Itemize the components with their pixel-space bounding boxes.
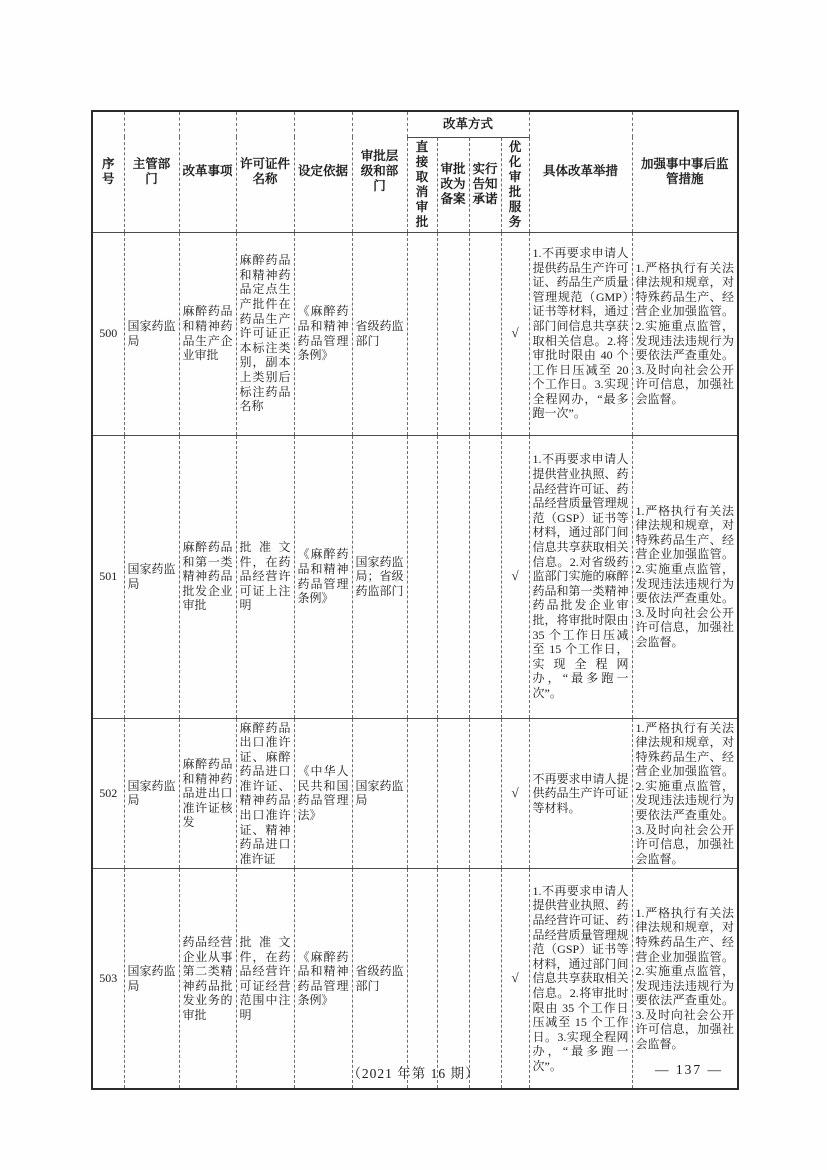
license-name-cell: 麻醉药品和精神药品定点生产批件在药品生产许可证正本标注类别，副本上类别后标注药品名称 — [236, 232, 294, 435]
header-mode-filing: 审批改为备案 — [437, 137, 469, 232]
approval-level-cell: 省级药监部门 — [352, 232, 407, 435]
mode-cancel-cell — [407, 232, 437, 435]
reform-item-cell: 麻醉药品和精神药品生产企业审批 — [179, 232, 236, 435]
legal-basis-cell: 《中华人民共和国药品管理法》 — [294, 718, 352, 869]
approval-level-cell: 国家药监局；省级药监部门 — [352, 435, 407, 718]
mode-cancel-cell — [407, 718, 437, 869]
department-cell: 国家药监局 — [124, 718, 179, 869]
approval-level-cell: 省级药监部门 — [352, 869, 407, 1089]
mode-notice-cell — [469, 435, 501, 718]
header-reform-item: 改革事项 — [179, 111, 236, 232]
legal-basis-cell: 《麻醉药品和精神药品管理条例》 — [294, 435, 352, 718]
supervision-cell: 1.严格执行有关法律法规和规章，对特殊药品生产、经营企业加强监管。2.实施重点监管，发现违法违规行为要依法严查重处。3.及时向社会公开许可信息，加强社会监督。 — [632, 232, 738, 435]
license-name-cell: 批准文件，在药品经营许可证经营范围中注明 — [236, 869, 294, 1089]
department-cell: 国家药监局 — [124, 869, 179, 1089]
header-legal-basis: 设定依据 — [294, 111, 352, 232]
header-seq: 序号 — [92, 111, 124, 232]
seq-cell: 500 — [92, 232, 124, 435]
header-mode-cancel: 直接取消审批 — [407, 137, 437, 232]
department-cell: 国家药监局 — [124, 435, 179, 718]
mode-cancel-cell — [407, 869, 437, 1089]
measures-cell: 1.不再要求申请人提供营业执照、药品经营许可证、药品经营质量管理规范（GSP）证书等材料，通过部门间信息共享获取相关信息。2.对省级药监部门实施的麻醉药品和第一类精神药品批发企业审批，将审批时限由 35 个工作日压减至 15 个工作日，实现全程网办，“最多跑一次”。 — [529, 435, 632, 718]
department-cell: 国家药监局 — [124, 232, 179, 435]
mode-optimize-checkmark-cell: √ — [501, 435, 529, 718]
license-name-cell: 批准文件，在药品经营许可证上注明 — [236, 435, 294, 718]
mode-cancel-cell — [407, 435, 437, 718]
measures-cell: 不再要求申请人提供药品生产许可证等材料。 — [529, 718, 632, 869]
mode-notice-cell — [469, 232, 501, 435]
mode-filing-cell — [437, 718, 469, 869]
mode-filing-cell — [437, 232, 469, 435]
legal-basis-cell: 《麻醉药品和精神药品管理条例》 — [294, 869, 352, 1089]
legal-basis-cell: 《麻醉药品和精神药品管理条例》 — [294, 232, 352, 435]
footer-page-number: — 137 — — [655, 1062, 723, 1077]
reform-items-table — [91, 110, 739, 1090]
header-reform-mode-group: 改革方式 — [407, 111, 529, 137]
header-supervision: 加强事中事后监管措施 — [632, 111, 738, 232]
measures-cell: 1.不再要求申请人提供药品生产许可证、药品生产质量管理规范（GMP）证书等材料，通过部门间信息共享获取相关信息。2.将审批时限由 40 个工作日压减至 20 个工作日。3.实现全程网办，“最多跑一次”。 — [529, 232, 632, 435]
header-measures: 具体改革举措 — [529, 111, 632, 232]
header-row-top — [92, 111, 738, 137]
mode-notice-cell — [469, 869, 501, 1089]
header-license-name: 许可证件名称 — [236, 111, 294, 232]
measures-cell: 1.不再要求申请人提供营业执照、药品经营许可证、药品经营质量管理规范（GSP）证书等材料，通过部门间信息共享获取相关信息。2.将审批时限由 35 个工作日压减至 15 个工作日。3.实现全程网办，“最多跑一次”。 — [529, 869, 632, 1089]
mode-notice-cell — [469, 718, 501, 869]
seq-cell: 501 — [92, 435, 124, 718]
mode-filing-cell — [437, 869, 469, 1089]
header-mode-optimize: 优化审批服务 — [501, 137, 529, 232]
seq-cell: 502 — [92, 718, 124, 869]
reform-item-cell: 麻醉药品和第一类精神药品批发企业审批 — [179, 435, 236, 718]
mode-optimize-checkmark-cell: √ — [501, 232, 529, 435]
mode-filing-cell — [437, 435, 469, 718]
seq-cell: 503 — [92, 869, 124, 1089]
mode-optimize-checkmark-cell: √ — [501, 718, 529, 869]
supervision-cell: 1.严格执行有关法律法规和规章，对特殊药品生产、经营企业加强监管。2.实施重点监管，发现违法违规行为要依法严查重处。3.及时向社会公开许可信息，加强社会监督。 — [632, 869, 738, 1089]
header-department: 主管部门 — [124, 111, 179, 232]
supervision-cell: 1.严格执行有关法律法规和规章，对特殊药品生产、经营企业加强监管。2.实施重点监管，发现违法违规行为要依法严查重处。3.及时向社会公开许可信息，加强社会监督。 — [632, 435, 738, 718]
reform-item-cell: 药品经营企业从事第二类精神药品批发业务的审批 — [179, 869, 236, 1089]
header-mode-notice: 实行告知承诺 — [469, 137, 501, 232]
header-approval-level: 审批层级和部门 — [352, 111, 407, 232]
footer-issue-label: （2021 年第 16 期） — [347, 1066, 480, 1081]
table-row-503 — [92, 869, 738, 1089]
table-row-501 — [92, 435, 738, 718]
table-row-502 — [92, 718, 738, 869]
table-row-500 — [92, 232, 738, 435]
license-name-cell: 麻醉药品出口准许证、麻醉药品进口准许证、精神药品出口准许证、精神药品进口准许证 — [236, 718, 294, 869]
approval-level-cell: 国家药监局 — [352, 718, 407, 869]
mode-optimize-checkmark-cell: √ — [501, 869, 529, 1089]
supervision-cell: 1.严格执行有关法律法规和规章，对特殊药品生产、经营企业加强监管。2.实施重点监管，发现违法违规行为要依法严查重处。3.及时向社会公开许可信息，加强社会监督。 — [632, 718, 738, 869]
reform-item-cell: 麻醉药品和精神药品进出口准许证核发 — [179, 718, 236, 869]
